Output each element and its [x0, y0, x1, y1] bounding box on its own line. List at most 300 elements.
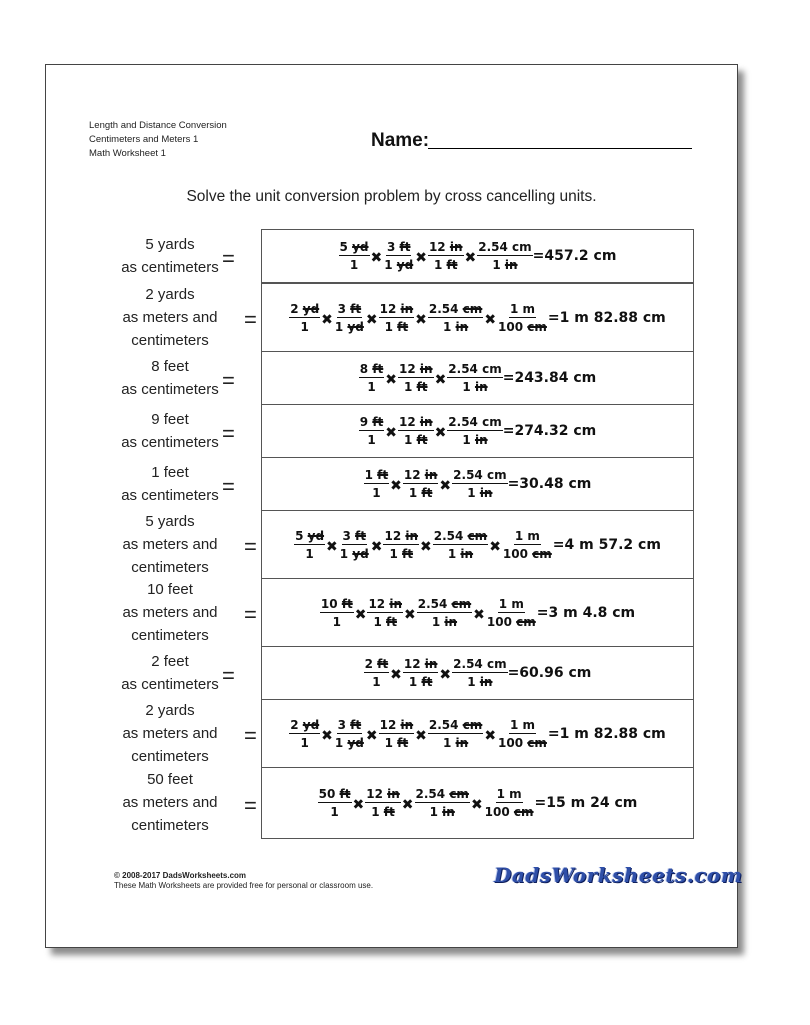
multiply-icon: ✖: [390, 478, 402, 494]
prompt-line: 9 feet: [151, 410, 189, 428]
denominator-value: 100: [502, 546, 528, 561]
unit: m: [522, 717, 536, 732]
denominator-value: 1: [367, 433, 376, 447]
multiply-icon: ✖: [415, 727, 427, 744]
denominator-value: 1: [462, 380, 471, 394]
denominator-value: 1: [462, 433, 471, 447]
conversion-result: =60.96 cm: [507, 665, 592, 681]
conversion-result: =4 m 57.2 cm: [552, 536, 661, 553]
multiply-icon: ✖: [404, 606, 416, 623]
solution-box: [261, 646, 694, 700]
cancelled-unit: cm: [516, 614, 536, 629]
cancelled-unit: in: [387, 787, 400, 801]
denominator-value: 1: [371, 805, 380, 819]
denominator-value: 1: [300, 735, 309, 750]
problem-row: [46, 767, 739, 838]
usage-notice: These Math Worksheets are provided free for personal or classroom use.: [114, 881, 374, 890]
multiply-icon: ✖: [321, 727, 333, 744]
numerator-value: 2.54: [453, 468, 483, 482]
numerator-value: 2.54: [433, 528, 464, 543]
cancelled-unit: in: [479, 675, 493, 689]
cancelled-unit: in: [400, 717, 414, 732]
numerator-value: 12: [403, 468, 421, 482]
problem-prompt: [106, 461, 234, 507]
problem-row: [46, 699, 739, 767]
problem-prompt: [106, 768, 234, 837]
multiply-icon: ✖: [321, 311, 333, 328]
cancelled-unit: in: [419, 362, 433, 376]
prompt-line: as centimeters: [121, 486, 219, 504]
conversion-fraction: [359, 362, 385, 394]
prompt-line: 2 yards: [145, 701, 195, 719]
unit: m: [509, 787, 522, 801]
numerator-value: 2.54: [448, 362, 478, 376]
cancelled-unit: ft: [397, 319, 409, 334]
conversion-result: =457.2 cm: [532, 248, 617, 264]
multiply-icon: ✖: [415, 250, 427, 266]
cancelled-unit: ft: [372, 415, 384, 429]
conversion-fraction: [417, 597, 472, 629]
worksheet-subtopic: Centimeters and Meters 1: [89, 134, 199, 145]
conversion-expression: [364, 657, 592, 689]
numerator-value: 5: [295, 528, 304, 543]
cancelled-unit: ft: [372, 362, 384, 376]
numerator-value: 12: [428, 240, 446, 254]
conversion-fraction: [383, 529, 419, 561]
denominator-value: 1: [467, 675, 476, 689]
conversion-fraction: [403, 657, 439, 689]
multiply-icon: ✖: [370, 250, 383, 266]
conversion-fraction: [428, 718, 483, 750]
conversion-fraction: [398, 415, 434, 447]
equals-sign: =: [222, 367, 235, 393]
conversion-fraction: [294, 529, 325, 561]
conversion-fraction: [502, 529, 553, 561]
cancelled-unit: yd: [302, 301, 320, 316]
solution-box: [261, 767, 694, 839]
denominator-value: 1: [443, 735, 452, 750]
conversion-expression: [359, 362, 596, 394]
conversion-fraction: [364, 468, 390, 500]
conversion-result: =274.32 cm: [502, 423, 597, 439]
prompt-line: as centimeters: [121, 258, 219, 276]
denominator-value: 1: [431, 614, 441, 629]
problem-row: [46, 404, 739, 457]
problem-prompt: [106, 699, 234, 768]
problem-prompt: [106, 408, 234, 454]
numerator-value: 2: [290, 301, 299, 316]
problem-prompt: [106, 650, 234, 696]
denominator-value: 100: [484, 805, 510, 819]
conversion-expression: [318, 787, 638, 819]
problem-prompt: [106, 510, 234, 579]
solution-box: [261, 699, 694, 768]
numerator-value: 3: [337, 301, 346, 316]
multiply-icon: ✖: [489, 538, 501, 555]
conversion-result: =1 m 82.88 cm: [547, 309, 666, 326]
prompt-line: as meters and: [122, 535, 218, 553]
problem-row: [46, 283, 739, 351]
equals-sign: =: [244, 792, 257, 818]
solution-box: [261, 578, 694, 647]
denominator-value: 1: [429, 805, 438, 819]
problem-row: [46, 646, 739, 699]
numerator-value: 12: [399, 415, 416, 429]
conversion-result: =1 m 82.88 cm: [547, 725, 666, 742]
numerator-value: 8: [359, 362, 369, 376]
multiply-icon: ✖: [385, 425, 398, 441]
numerator-value: 2.54: [478, 240, 508, 254]
cancelled-unit: in: [419, 415, 433, 429]
solution-box: [261, 229, 694, 283]
multiply-icon: ✖: [473, 606, 485, 623]
unit: cm: [486, 468, 507, 482]
cancelled-unit: ft: [421, 675, 433, 689]
equals-sign: =: [222, 473, 235, 499]
conversion-fraction: [484, 787, 535, 819]
cancelled-unit: in: [455, 735, 469, 750]
denominator-value: 1: [349, 258, 359, 272]
numerator-value: 2.54: [428, 301, 459, 316]
conversion-expression: [339, 240, 617, 272]
conversion-expression: [364, 468, 592, 500]
denominator-value: 1: [433, 258, 443, 272]
multiply-icon: ✖: [415, 311, 427, 328]
cancelled-unit: in: [389, 596, 402, 611]
numerator-value: 1: [496, 787, 505, 801]
problem-prompt: [106, 578, 234, 647]
worksheet-page: [45, 64, 743, 948]
cancelled-unit: ft: [421, 486, 433, 500]
cancelled-unit: ft: [339, 787, 351, 801]
cancelled-unit: yd: [352, 546, 369, 561]
denominator-value: 1: [492, 258, 501, 272]
numerator-value: 12: [368, 596, 386, 611]
prompt-line: centimeters: [131, 817, 209, 834]
numerator-value: 2.54: [453, 657, 483, 671]
numerator-value: 10: [320, 596, 338, 611]
conversion-fraction: [289, 302, 320, 334]
cancelled-unit: in: [460, 546, 474, 561]
conversion-fraction: [365, 787, 401, 819]
solution-box: [261, 510, 694, 579]
numerator-value: 2.54: [428, 717, 459, 732]
cancelled-unit: in: [474, 433, 488, 447]
unit: m: [511, 596, 524, 611]
cancelled-unit: cm: [532, 546, 552, 561]
denominator-value: 100: [498, 735, 524, 750]
conversion-expression: [359, 415, 596, 447]
denominator-value: 1: [408, 486, 418, 500]
prompt-line: centimeters: [131, 331, 209, 349]
cancelled-unit: ft: [416, 433, 428, 447]
cancelled-unit: ft: [399, 240, 411, 254]
problem-row: [46, 229, 739, 282]
cancelled-unit: in: [479, 486, 493, 500]
prompt-line: 2 feet: [151, 652, 189, 670]
multiply-icon: ✖: [352, 797, 365, 813]
worksheet-topic: Length and Distance Conversion: [89, 120, 227, 131]
cancelled-unit: cm: [451, 596, 472, 611]
equals-sign: =: [244, 307, 257, 332]
cancelled-unit: ft: [397, 735, 409, 750]
conversion-expression: [289, 718, 666, 750]
conversion-fraction: [428, 302, 483, 334]
conversion-fraction: [334, 718, 365, 750]
prompt-line: centimeters: [131, 747, 209, 765]
cancelled-unit: cm: [527, 735, 547, 750]
denominator-value: 1: [339, 546, 349, 561]
numerator-value: 1: [509, 301, 519, 316]
solution-box: [261, 351, 694, 405]
denominator-value: 1: [373, 614, 382, 629]
denominator-value: 1: [443, 319, 452, 334]
cancelled-unit: yd: [302, 717, 320, 732]
denominator-value: 1: [330, 805, 339, 819]
conversion-fraction: [334, 302, 365, 334]
conversion-fraction: [447, 415, 502, 447]
prompt-line: 1 feet: [151, 463, 189, 481]
numerator-value: 50: [318, 787, 336, 801]
denominator-value: 100: [498, 319, 524, 334]
numerator-value: 12: [399, 362, 416, 376]
name-line: [428, 148, 692, 149]
denominator-value: 1: [389, 546, 398, 561]
dadsworksheets-logo[interactable]: DadsWorksheets.com: [494, 863, 743, 887]
multiply-icon: ✖: [484, 311, 497, 328]
problem-row: [46, 510, 739, 578]
cancelled-unit: in: [504, 258, 518, 272]
equals-sign: =: [244, 723, 257, 748]
cancelled-unit: ft: [377, 657, 389, 671]
problem-row: [46, 351, 739, 404]
conversion-fraction: [398, 362, 434, 394]
cancelled-unit: ft: [402, 546, 414, 561]
unit: cm: [482, 362, 502, 376]
conversion-fraction: [433, 529, 488, 561]
prompt-line: 5 yards: [145, 512, 195, 530]
conversion-fraction: [403, 468, 439, 500]
numerator-value: 2.54: [448, 415, 478, 429]
denominator-value: 1: [384, 319, 393, 334]
denominator-value: 1: [334, 319, 344, 334]
problem-row: [46, 578, 739, 646]
multiply-icon: ✖: [385, 372, 398, 388]
cancelled-unit: ft: [383, 805, 395, 819]
prompt-line: as centimeters: [121, 675, 219, 693]
multiply-icon: ✖: [370, 538, 383, 555]
cancelled-unit: ft: [350, 301, 362, 316]
multiply-icon: ✖: [439, 478, 452, 494]
multiply-icon: ✖: [401, 797, 414, 813]
equals-sign: =: [222, 662, 235, 688]
cancelled-unit: in: [400, 301, 414, 316]
instructions: Solve the unit conversion problem by cross cancelling units.: [186, 188, 597, 205]
denominator-value: 1: [334, 735, 344, 750]
numerator-value: 2.54: [415, 787, 446, 801]
cancelled-unit: cm: [513, 805, 534, 819]
prompt-line: 10 feet: [147, 580, 193, 598]
cancelled-unit: ft: [446, 258, 458, 272]
denominator-value: 100: [486, 614, 512, 629]
cancelled-unit: yd: [347, 735, 364, 750]
prompt-line: as centimeters: [121, 380, 219, 398]
cancelled-unit: ft: [386, 614, 397, 629]
problem-prompt: [106, 283, 234, 352]
multiply-icon: ✖: [434, 372, 447, 388]
cancelled-unit: ft: [416, 380, 428, 394]
conversion-fraction: [367, 597, 403, 629]
conversion-fraction: [320, 597, 354, 629]
unit: cm: [486, 657, 507, 671]
numerator-value: 2: [364, 657, 373, 671]
cancelled-unit: yd: [347, 319, 364, 334]
numerator-value: 1: [498, 596, 508, 611]
numerator-value: 2.54: [417, 596, 448, 611]
conversion-fraction: [364, 657, 390, 689]
denominator-value: 1: [372, 675, 381, 689]
denominator-value: 1: [332, 614, 341, 629]
denominator-value: 1: [404, 433, 413, 447]
numerator-value: 12: [366, 787, 383, 801]
conversion-fraction: [486, 597, 537, 629]
multiply-icon: ✖: [326, 538, 338, 555]
conversion-fraction: [318, 787, 352, 819]
solution-box: [261, 404, 694, 458]
multiply-icon: ✖: [420, 538, 432, 555]
multiply-icon: ✖: [354, 606, 367, 623]
denominator-value: 1: [467, 486, 476, 500]
copyright-text: © 2008-2017 DadsWorksheets.com: [114, 871, 247, 880]
conversion-expression: [294, 529, 661, 561]
denominator-value: 1: [384, 735, 393, 750]
numerator-value: 3: [337, 717, 346, 732]
cancelled-unit: yd: [307, 528, 325, 543]
denominator-value: 1: [447, 546, 457, 561]
numerator-value: 1: [509, 717, 519, 732]
conversion-expression: [289, 302, 666, 334]
conversion-fraction: [415, 787, 470, 819]
denominator-value: 1: [404, 380, 413, 394]
problem-row: [46, 457, 739, 510]
multiply-icon: ✖: [470, 797, 483, 813]
prompt-line: as centimeters: [121, 433, 219, 451]
conversion-fraction: [379, 302, 415, 334]
conversion-fraction: [428, 240, 464, 272]
conversion-fraction: [497, 718, 548, 750]
equals-sign: =: [222, 245, 235, 271]
cancelled-unit: yd: [352, 240, 369, 254]
cancelled-unit: ft: [350, 717, 362, 732]
numerator-value: 12: [403, 657, 421, 671]
conversion-fraction: [447, 362, 502, 394]
denominator-value: 1: [384, 258, 393, 272]
cancelled-unit: cm: [462, 301, 483, 316]
prompt-line: 2 yards: [145, 285, 195, 303]
conversion-fraction: [477, 240, 532, 272]
numerator-value: 3: [386, 240, 396, 254]
denominator-value: 1: [408, 675, 418, 689]
denominator-value: 1: [367, 380, 376, 394]
cancelled-unit: cm: [467, 528, 488, 543]
cancelled-unit: in: [424, 468, 438, 482]
conversion-result: =3 m 4.8 cm: [536, 604, 636, 621]
cancelled-unit: ft: [377, 468, 389, 482]
cancelled-unit: ft: [341, 596, 353, 611]
conversion-fraction: [379, 718, 415, 750]
conversion-fraction: [289, 718, 320, 750]
conversion-fraction: [339, 240, 370, 272]
numerator-value: 12: [379, 301, 397, 316]
conversion-fraction: [497, 302, 548, 334]
prompt-line: 50 feet: [147, 771, 193, 788]
multiply-icon: ✖: [365, 311, 378, 328]
numerator-value: 3: [342, 528, 351, 543]
worksheet-header-info: [89, 119, 227, 161]
cancelled-unit: in: [474, 380, 488, 394]
unit: cm: [512, 240, 532, 254]
prompt-line: 5 yards: [145, 235, 195, 253]
prompt-line: as meters and: [122, 603, 218, 621]
problem-prompt: [106, 233, 234, 279]
cancelled-unit: in: [405, 528, 419, 543]
cancelled-unit: yd: [396, 258, 414, 272]
prompt-line: as meters and: [122, 724, 218, 742]
cancelled-unit: in: [449, 240, 463, 254]
footer-copyright: [114, 871, 373, 891]
multiply-icon: ✖: [365, 727, 378, 744]
unit: cm: [482, 415, 502, 429]
conversion-expression: [320, 597, 635, 629]
cancelled-unit: in: [455, 319, 469, 334]
numerator-value: 12: [379, 717, 397, 732]
multiply-icon: ✖: [464, 250, 477, 266]
numerator-value: 1: [514, 528, 524, 543]
conversion-result: =243.84 cm: [502, 370, 597, 386]
cancelled-unit: ft: [355, 528, 367, 543]
conversion-fraction: [383, 240, 414, 272]
numerator-value: 5: [339, 240, 348, 254]
multiply-icon: ✖: [484, 727, 497, 744]
prompt-line: as meters and: [122, 308, 218, 326]
name-label: Name:: [371, 130, 430, 151]
denominator-value: 1: [305, 546, 314, 561]
equals-sign: =: [244, 534, 257, 559]
cancelled-unit: cm: [462, 717, 483, 732]
equals-sign: =: [222, 420, 235, 446]
cancelled-unit: in: [444, 614, 458, 629]
numerator-value: 1: [364, 468, 373, 482]
unit: m: [527, 528, 540, 543]
prompt-line: as meters and: [122, 794, 218, 811]
numerator-value: 12: [384, 528, 402, 543]
denominator-value: 1: [372, 486, 381, 500]
cancelled-unit: cm: [449, 787, 469, 801]
cancelled-unit: in: [424, 657, 438, 671]
cancelled-unit: cm: [527, 319, 547, 334]
equals-sign: =: [244, 602, 257, 627]
prompt-line: 8 feet: [151, 357, 189, 375]
conversion-fraction: [452, 657, 507, 689]
unit: m: [522, 301, 536, 316]
conversion-fraction: [452, 468, 507, 500]
conversion-result: =30.48 cm: [507, 476, 592, 492]
multiply-icon: ✖: [434, 425, 447, 441]
multiply-icon: ✖: [390, 667, 402, 683]
numerator-value: 2: [290, 717, 299, 732]
numerator-value: 9: [359, 415, 369, 429]
prompt-line: centimeters: [131, 558, 209, 576]
